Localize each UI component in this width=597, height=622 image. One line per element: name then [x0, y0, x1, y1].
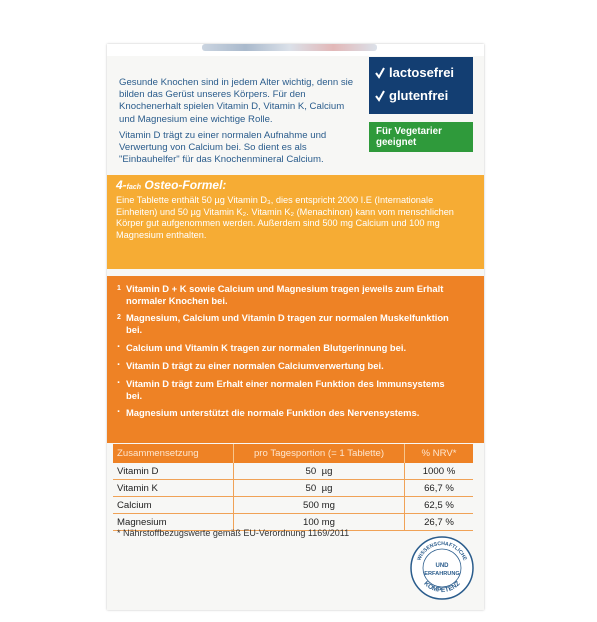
claim-marker: ·: [117, 359, 121, 371]
claim-marker: ·: [117, 377, 121, 389]
claim-text: Calcium und Vitamin K tragen zur normalen Blutgerinnung bei.: [126, 342, 407, 353]
claim-item: [117, 378, 467, 401]
gluten-free-label: glutenfrei: [389, 88, 449, 103]
nutrient-name: Vitamin K: [113, 480, 234, 497]
seal-middle-text-2: ERFAHRUNG: [424, 571, 460, 577]
nutrient-nrv: 66,7 %: [405, 480, 474, 497]
nutrient-amount: [234, 463, 405, 480]
nutrient-amount: [234, 480, 405, 497]
check-icon: [375, 90, 385, 102]
table-header-per-portion: pro Tagesportion (= 1 Tablette): [234, 444, 405, 463]
seal-top-text: WISSENSCHAFTLICHE: [416, 540, 468, 562]
table-row: [113, 480, 473, 497]
nutrient-amount: [234, 497, 405, 514]
amount-unit: µg: [321, 465, 333, 477]
claim-text: Vitamin D + K sowie Calcium und Magnesium tragen jeweils zum Erhalt normaler Knochen bei.: [126, 283, 444, 306]
table-header-nrv: % NRV*: [405, 444, 474, 463]
osteo-formula-section: [107, 175, 484, 269]
table-header-composition: Zusammensetzung: [113, 444, 234, 463]
claim-item: [117, 312, 467, 335]
amount-value: 500: [302, 499, 319, 511]
seal-middle-text-1: UND: [435, 563, 449, 569]
claim-text: Vitamin D trägt zum Erhalt einer normalen Funktion des Immunsystems bei.: [126, 378, 445, 401]
vegetarian-line-1: Für Vegetarier: [376, 126, 442, 137]
vegetarian-badge: [369, 122, 473, 152]
nutrient-nrv: 1000 %: [405, 463, 474, 480]
table-header-row: [113, 444, 473, 463]
amount-value: 100: [302, 516, 319, 528]
amount-value: 50: [305, 482, 317, 494]
brand-logo-blurred: [202, 44, 377, 51]
nutrient-name: Vitamin D: [113, 463, 234, 480]
nutrient-nrv: 62,5 %: [405, 497, 474, 514]
claim-text: Vitamin D trägt zu einer normalen Calciumverwertung bei.: [126, 360, 384, 371]
nutrient-name: Calcium: [113, 497, 234, 514]
seal-bottom-text: KOMPETENZ: [422, 580, 462, 595]
claim-item: [117, 342, 467, 354]
table-row: [113, 497, 473, 514]
health-claims-section: [107, 276, 484, 443]
intro-paragraph-1: Gesunde Knochen sind in jedem Alter wichtig, denn sie bilden das Gerüst unseres Körpers. Für den Knochenerhalt spielen Vitamin D, Vitamin K, Calcium und Magnesium eine wichtige Rolle.: [119, 77, 354, 125]
claim-item: [117, 407, 467, 419]
nutrient-name: Magnesium: [113, 514, 234, 531]
lactose-free-label: lactosefrei: [389, 65, 455, 80]
claim-marker: ·: [117, 406, 121, 418]
formula-title-fach: fach: [126, 184, 142, 191]
free-from-badge: [369, 57, 473, 114]
claim-item: [117, 360, 467, 372]
claim-text: Magnesium, Calcium und Vitamin D tragen zur normalen Muskelfunktion bei.: [126, 312, 449, 335]
formula-title-main: Osteo-Formel:: [141, 178, 227, 192]
lactose-free-row: [375, 65, 454, 80]
intro-paragraph-2: Vitamin D trägt zu einer normalen Aufnahme und Verwertung von Calcium bei. So dient es als "Einbauhelfer" für das Knochenmineral Calcium.: [119, 129, 327, 166]
box-top-flap: [107, 44, 484, 56]
formula-title: [116, 178, 226, 192]
formula-text: Eine Tablette enthält 50 µg Vitamin D₃, dies entspricht 2000 I.E (Internationale Einheiten) und 50 µg Vitamin K₂. Vitamin K₂ (Menachinon) kann vom menschlichen Körper gut aufgenommen werden. Außerdem sind 500 mg Calcium und 100 mg Magnesium enthalten.: [116, 195, 454, 240]
vegetarian-line-2: geeignet: [376, 137, 417, 148]
competence-seal-icon: [409, 535, 475, 601]
amount-value: 50: [305, 465, 317, 477]
intro-text: [119, 77, 361, 170]
product-box-back: [107, 44, 484, 610]
amount-unit: mg: [321, 516, 335, 528]
formula-title-number: 4-: [116, 178, 127, 192]
nrv-footnote: * Nährstoffbezugswerte gemäß EU-Verordnung 1169/2011: [117, 528, 350, 538]
nutrient-nrv: 26,7 %: [405, 514, 474, 531]
claim-item: [117, 283, 467, 306]
claim-text: Magnesium unterstützt die normale Funktion des Nervensystems.: [126, 407, 420, 418]
claim-marker: 2: [117, 314, 121, 321]
table-row: [113, 463, 473, 480]
gluten-free-row: [375, 88, 448, 103]
claim-marker: ·: [117, 341, 121, 353]
nutrition-table: [113, 444, 473, 531]
amount-unit: µg: [321, 482, 333, 494]
check-icon: [375, 67, 385, 79]
claim-marker: 1: [117, 285, 121, 292]
amount-unit: mg: [321, 499, 335, 511]
